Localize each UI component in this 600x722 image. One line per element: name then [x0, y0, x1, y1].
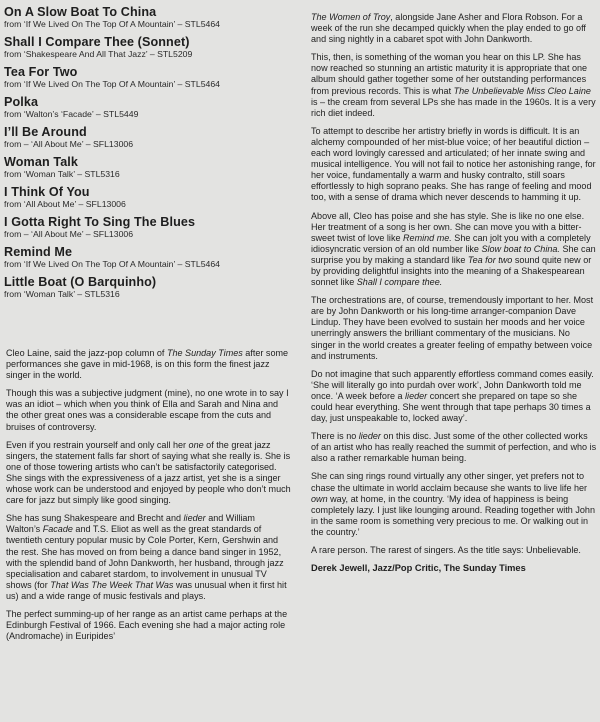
track-item [4, 245, 288, 270]
text-run: Shall I compare thee. [356, 277, 443, 288]
text-run: She can jolt you with a completely idiosyncratic version of an old number like [311, 232, 591, 254]
text-run: Facade [42, 524, 73, 535]
track-item [4, 185, 288, 210]
text-run: is – the cream from several LPs she has made in the 1960s. It is a very rich diet indeed. [311, 96, 596, 118]
track-title: I Think Of You [4, 185, 90, 199]
track-item [4, 215, 288, 240]
track-source: from ‘Shakespeare And All That Jazz’ – STL5209 [4, 49, 193, 59]
text-run: was unusual when it first hit us) and a wide range of music festivals and plays. [6, 579, 287, 601]
track-title: I’ll Be Around [4, 125, 87, 139]
text-run: Even if you restrain yourself and only call her [6, 439, 189, 450]
track-source: from ‘Walton’s ‘Facade’ – STL5449 [4, 109, 139, 119]
text-run: of the great jazz singers, the statement falls far short of saying what she really is. She is one of those towering artists who can’t be satisfactorily categorised. She sings with the expressiveness of a jazz artist, yet she is a singer whose work can be understood and enjoyed by people who don’t much care for jazz but simply like good singing. [6, 439, 291, 506]
text-run: concert she prepared on tape so she could hear everything. She went through that tape perhaps 30 times a day, just unspeakable to, locked away’. [311, 390, 591, 424]
text-run: Slow boat to China. [481, 243, 560, 254]
text-run: Do not imagine that such apparently effortless command comes easily. ‘She will literally go into purdah over work’, John Dankworth told me once. ‘A week before a [311, 368, 594, 401]
track-title: Tea For Two [4, 65, 78, 79]
text-run: The Women of Troy [311, 12, 391, 22]
notes-paragraph [311, 12, 597, 45]
track-source: from ‘If We Lived On The Top Of A Mountain’ – STL5464 [4, 79, 221, 89]
track-item [4, 35, 288, 60]
text-run: The Sunday Times [166, 348, 243, 358]
text-run: Remind me. [403, 232, 452, 243]
text-run: and William Walton’s [6, 513, 255, 535]
liner-notes-right [311, 12, 597, 581]
notes-paragraph [311, 471, 597, 538]
track-title: Polka [4, 95, 39, 109]
text-run: That Was The Week That Was [50, 579, 174, 590]
notes-paragraph: The perfect summing-up of her range as an artist came perhaps at the Edinburgh Festival of 1966. Each evening she had a major acting role (Andromache) in Euripides’ [6, 608, 288, 642]
track-item [4, 125, 288, 150]
track-source: from – ‘All About Me’ – SFL13006 [4, 229, 134, 239]
text-run: She can surprise you by making a standard like [311, 243, 596, 265]
text-run: The Unbelievable Miss Cleo Laine [453, 85, 591, 96]
text-run: She can sing rings round virtually any other singer, yet prefers not to chase the ultimate in world acclaim because she wants to live life her [311, 471, 588, 493]
track-title: On A Slow Boat To China [4, 5, 157, 19]
text-run: Above all, Cleo has poise and she has style. She is like no one else. Her treatment of a song is her own. She can move you with a bitter-sweet twist of love like [311, 210, 585, 243]
signature: Derek Jewell, Jazz/Pop Critic, The Sunday Times [311, 563, 526, 574]
track-list [4, 5, 288, 305]
notes-paragraph [311, 52, 597, 119]
track-source: from ‘All About Me’ – SFL13006 [4, 199, 126, 209]
track-title: Little Boat (O Barquinho) [4, 275, 157, 289]
track-source: from – ‘All About Me’ – SFL13006 [4, 139, 134, 149]
text-run: and T.S. Eliot as well as the great standards of twentieth century popular music by Cole Porter, Kern, Gershwin and the rest. She has moved on from being a dance band singer in 1952, with the splendid band of John Dankworth, her husband, through jazz specialisation and cabaret stardom, to involvement in unusual TV shows (for [6, 524, 284, 590]
text-run: Tea for two [467, 254, 513, 265]
track-item [4, 155, 288, 180]
text-run: on this disc. Just some of the other collected works of an artist who has really reached the summit of perfection, and who is also a rather remarkable human being. [311, 431, 597, 464]
text-run: lieder [405, 390, 428, 401]
text-run: , alongside Jane Asher and Flora Robson. For a week of the run she decamped quickly when the play ended to go off and sing nightly in a cabaret spot with John Dankworth. [311, 12, 586, 45]
track-source: from ‘Woman Talk’ – STL5316 [4, 169, 120, 179]
notes-paragraph: Though this was a subjective judgment (mine), no one wrote in to say I was an idiot – which when you think of Ella and Sarah and Nina and the other great ones was a considerable escape from the cuts and bruises of controversy. [6, 388, 289, 432]
text-run: after some performances she gave in mid-1968, is on this form the finest jazz singer in the world. [6, 348, 289, 381]
notes-paragraph [311, 369, 597, 424]
track-source: from ‘If We Lived On The Top Of A Mountain’ – STL5464 [4, 259, 221, 269]
notes-paragraph: The orchestrations are, of course, tremendously important to her. Most are by John Dankworth or his long-time arranger-companion Dave Lindup. They have been evolved to sustain her moods and her voice unerringly answers the brilliant commentary of the musicians. No singer in the world creates a greater feeling of empathy between voice and instruments. [311, 295, 594, 361]
notes-paragraph [311, 431, 597, 464]
text-run: sound quite new or by providing delightful insights into the meaning of a Shakespearean sonnet like [311, 254, 592, 288]
notes-paragraph [6, 513, 291, 602]
track-item [4, 275, 288, 300]
track-item [4, 65, 288, 90]
notes-paragraph: A rare person. The rarest of singers. As the title says: Unbelievable. [311, 545, 581, 556]
text-run: There is no [311, 431, 359, 442]
track-title: Woman Talk [4, 155, 79, 169]
track-title: Shall I Compare Thee (Sonnet) [4, 35, 190, 49]
track-source: from ‘Woman Talk’ – STL5316 [4, 289, 120, 299]
notes-paragraph: To attempt to describe her artistry briefly in words is difficult. It is an alchemy compounded of her mist-blue voice; of her beautiful diction – each word lovingly caressed and articulated; of her innate swing and musical intelligence. You will not fail to notice her astonishing range, for her voice, fundamentally a warm and husky contralto, still soars effortlessly to high soprano peaks. She has range of feeling and mood too, with a sense of drama which never descends to hamming it up. [311, 125, 596, 203]
text-run: She has sung Shakespeare and Brecht and [6, 513, 184, 524]
notes-paragraph [6, 440, 291, 507]
track-title: I Gotta Right To Sing The Blues [4, 215, 196, 229]
text-run: lieder [183, 513, 206, 524]
track-title: Remind Me [4, 245, 73, 259]
notes-paragraph [6, 348, 291, 381]
text-run: This, then, is something of the woman you hear on this LP. She has now reached so stunning an artistic maturity it is appropriate that one album should gather together some of her outstanding performances from previous records. This is what [311, 52, 588, 96]
track-source: from ‘If We Lived On The Top Of A Mountain’ – STL5464 [4, 19, 221, 29]
liner-notes-left [6, 348, 291, 649]
notes-paragraph [311, 211, 597, 289]
text-run: own [311, 493, 328, 504]
text-run: lieder [358, 431, 381, 442]
text-run: Cleo Laine, said the jazz-pop column of [6, 348, 167, 358]
text-run: way, at home, in the country. ‘My idea of happiness is being completely lazy. I just like lounging around. Reading together with John in the same room is something very precious to me. Or walking out in the country.’ [311, 493, 595, 537]
text-run: one [188, 439, 204, 450]
track-item [4, 95, 288, 120]
track-item [4, 5, 288, 30]
